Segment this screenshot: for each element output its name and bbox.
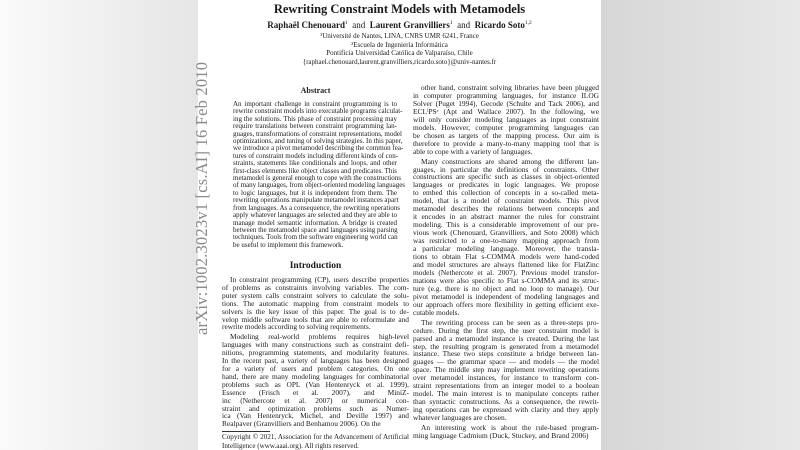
text-line: Modeling real-world problems requires high-level [230,332,409,342]
text-line: instance. These two steps constitute a bridge between lan- [413,349,599,359]
arxiv-stamp: arXiv:1002.3023v1 [cs.AI] 16 Feb 2010 [192,61,211,335]
text-line: model, that is a model of constraint models. This pivot [413,196,599,206]
text-line: solvers is the key issue of this paper. The goal is to de- [222,306,409,316]
text-line: rewriting operations manipulate metamodel instances apart [233,196,399,205]
author-emails: {raphael.chenouard,laurent.granvilliers,ricardo.soto}@univ-nantes.fr [302,57,497,66]
text-line: other hand, constraint solving libraries have been plugged [421,83,599,92]
text-line: ECLⁱPSᵉ (Apt and Wallace 2007). In the following, we [413,106,599,116]
text-line: models. However, computer programming languages can [413,122,599,132]
text-line: nitions, programming statements, and modularity features. [222,348,409,358]
author-affil-mark: 1,2 [524,20,532,26]
text-line: ming language Cadmium (Duck, Stuckey, and Brand 2006) [413,430,589,440]
text-line: rewrite models according to solving requirements. [222,322,371,332]
introduction-left-column [222,276,409,428]
text-line: In the recent past, a variety of languages has been designed [222,356,409,366]
text-line: over metamodel instances, for instance to transform con- [413,373,599,383]
text-line: Solver (Puget 1994), Gecode (Schulte and Tack 2006), and [413,98,599,108]
copyright-line: Copyright © 2021, Association for the Advancement of Artificial [222,433,409,441]
paragraph [413,424,599,440]
text-line: mations were also specific to Flat s-COMMA and its struc- [413,275,599,285]
text-line: velop middle software tools that are able to reformulate and [222,314,409,324]
text-line: guages — the grammar space — and models — the model [413,357,599,367]
author-affil-mark: 1 [449,20,453,26]
text-line: Essence (Frisch et al. 2007), and MiniZ- [222,387,409,397]
text-line: model. The main interest is to manipulate concepts rather [413,389,599,399]
text-line: parsed and a metamodel instance is created. During the last [413,333,599,343]
author-list [198,20,601,30]
text-line: problems such as OPL (Van Hentenryck et al. 1999), [222,379,409,389]
text-line: will only consider modeling languages as input constraint [413,114,599,124]
text-line: The rewriting process can be seen as a three-steps pro- [421,317,599,327]
text-line: ing the solutions. This phase of constraint processing may [233,114,397,123]
abstract-body [233,100,406,249]
text-line: straints, statements like conditionals and loops, and other [233,159,397,168]
text-line: whatever languages are chosen. [413,413,507,423]
author-affil-mark: 1 [345,20,348,26]
text-line: tions to obtain Flat s-COMMA models were hand-coded [413,252,599,262]
text-line: guages, transformations of constraint representations, model [233,129,402,138]
text-line: manage model semantic information. A bridge is created [233,218,397,227]
affiliation: ¹Université de Nantes, LINA, CNRS UMR 6241, France [320,32,479,40]
text-line: between the metamodel space and languages using parsing [233,225,398,234]
text-line: to logic languages, but it is independent from them. The [233,188,397,197]
text-line: from languages. As a consequence, the rewriting operations [233,203,400,212]
text-line: vious work (Chenouard, Granvilliers, and Soto 2008) which [413,228,599,238]
footnote-rule [222,431,270,432]
text-line: languages or predicates in logic languages. We propose [413,180,599,190]
text-line: therefore to provide a many-to-many mapping tool that is [413,138,599,148]
text-line: hand, there are many modeling languages for combinatorial [222,371,409,381]
text-line: our approach offers more flexibility in getting efficient exe- [413,299,599,309]
paragraph [222,333,409,428]
text-line: of many languages, from object-oriented modeling languages [233,181,406,190]
author-name: Raphaël Chenouard [267,20,346,30]
right-column [413,84,599,440]
text-line: An interesting work is about the rule-based program- [421,423,599,433]
text-line: require translations between constraint programming lan- [233,122,397,131]
text-line: straint representations from an integer model to a boolean [413,381,599,391]
text-line: be useful to implement this framework. [233,240,344,249]
author-separator: and [352,20,366,30]
text-line: pivot metamodel is independent of modeling languages and [413,291,599,301]
author-name: Ricardo Soto [474,20,525,30]
text-line: constructions are specific such as classes in object-oriented [413,172,599,182]
text-line: a particular modeling language. Moreover, the transla- [413,244,599,254]
text-line: it encodes in an abstract manner the rules for constraint [413,212,599,222]
text-line: metamodel describes the relations between concepts and [413,204,599,214]
paragraph [413,319,599,422]
text-line: first-class elements like object classes and predicates. This [233,166,397,175]
author-name: Laurent Granvilliers [369,20,450,30]
introduction-heading: Introduction [289,261,342,271]
text-line: An important challenge in constraint programming is to [233,100,397,108]
text-line: apply whatever languages are selected and they are able to [233,211,397,220]
text-line: was restricted to a one-to-many mapping approach from [413,236,599,246]
text-line: cutable models. [413,307,460,317]
text-line: puter system calls constraint solvers to calculate the solu- [222,290,409,300]
text-line: step, the resulting program is generated from a metamodel [413,341,599,351]
text-line: for a variety of users and problem categories. On one [222,363,409,373]
paragraph [413,158,599,317]
text-line: of problems as constraints involving variables. The com- [222,282,409,292]
text-line: cedure. During the first step, the user constraint model is [413,325,599,335]
text-line: In constraint programming (CP), users describe properties [230,275,409,284]
text-line: and model structures are always flattened like for FlatZinc [413,259,599,269]
text-line: rewrite constraint models into executable programs calculat- [233,107,403,116]
text-line: ing operations can be expressed with clarity and they apply [413,405,599,415]
affiliation: ²Escuela de Ingeniería Informática [351,40,448,49]
text-line: ture (e.g. there is no object and no loop to manage). Our [413,283,599,293]
text-line: metamodel is general enough to cope with the constructions [233,174,401,183]
paragraph [222,276,409,331]
text-line: techniques. Tools from the software engineering world can [233,233,398,242]
paper-title: Rewriting Constraint Models with Metamodels [273,2,526,16]
text-line: in computer programming languages, for instance ILOG [413,90,599,100]
text-line: guages, in particular the definitions of constraints. Other [413,164,599,174]
text-line: ica (Van Hentenryck, Michel, and Deville 1997) and [222,411,409,421]
text-line: inc (Nethercote et al. 2007) or numerical con- [222,395,409,405]
paragraph [233,100,406,249]
text-line: modeling. This is a considerable improvement of our pre- [413,220,599,230]
author-separator: and [457,20,471,30]
text-line: straint and optimization problems such as Numer- [222,403,409,413]
abstract-heading: Abstract [300,86,331,95]
text-line: we introduce a pivot metamodel describing the common fea- [233,144,404,153]
text-line: than syntactic constructions. As a consequence, the rewrit- [413,397,599,407]
text-line: able to cope with a variety of languages. [413,146,533,156]
text-line: Many constructions are shared among the different lan- [421,156,599,166]
paragraph [413,84,599,156]
text-line: be chosen as targets of the mapping process. Our aim is [413,130,599,140]
text-line: space. The middle step may implement rewriting operations [413,365,599,375]
text-line: optimizations, and tuning of solving strategies. In this paper, [233,137,403,146]
text-line: models (Nethercote et al. 2007). Previous model transfor- [413,267,599,277]
text-line: Realpaver (Granvilliers and Benhamou 2006). On the [222,419,381,429]
text-line: languages with many constructions such as constraint defi- [222,340,409,350]
copyright-notice [222,433,409,450]
paper-page [192,0,601,450]
copyright-line: Intelligence (www.aaai.org). All rights reserved. [222,441,359,450]
text-line: tions. The automatic mapping from constraint models to [222,298,409,308]
text-line: tures of constraint models including different kinds of con- [233,151,399,160]
affiliation: Pontificia Universidad Católica de Valparaíso, Chile [326,49,473,57]
text-line: to embed this collection of concepts in a so-called meta- [413,188,599,198]
